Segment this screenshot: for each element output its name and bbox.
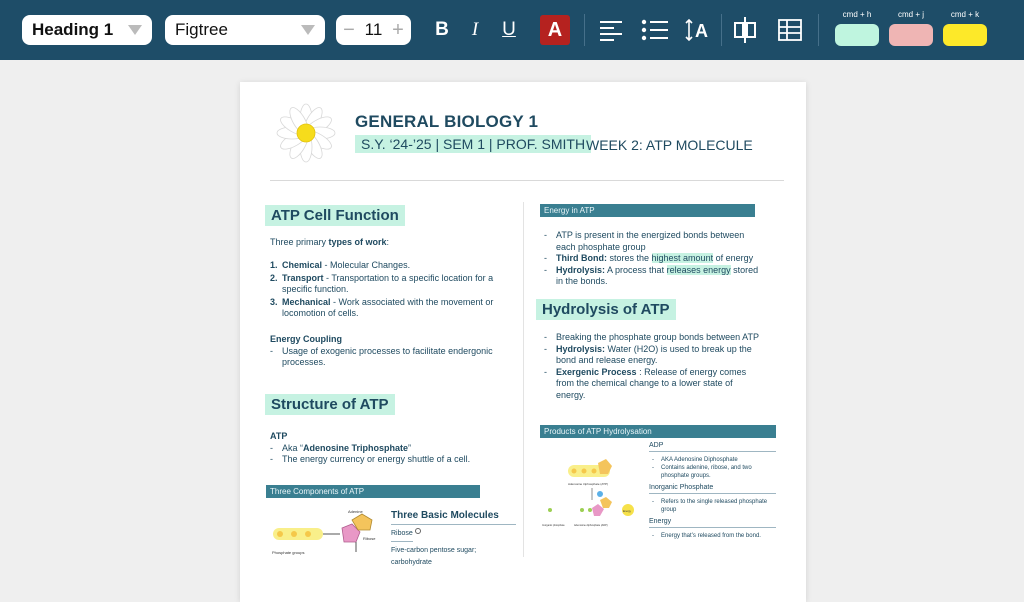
svg-text:A: A xyxy=(695,21,708,41)
highlight-mint-button[interactable] xyxy=(835,24,879,46)
list-item: - Contains adenine, ribose, and two phosphate groups. xyxy=(652,465,752,479)
highlight-yellow-button[interactable] xyxy=(943,24,987,46)
highlight-shortcut-label: cmd + j xyxy=(897,10,924,19)
list-item: - Breaking the phosphate group bonds between ATP xyxy=(544,332,759,342)
line-spacing-button[interactable] xyxy=(683,14,713,46)
hydrolysis-diagram xyxy=(542,454,642,534)
font-size-stepper xyxy=(336,15,411,45)
header-divider xyxy=(270,180,784,181)
adp-heading: ADP xyxy=(649,442,664,449)
chevron-down-icon xyxy=(128,25,142,35)
list-item: - Energy that’s released from the bond. xyxy=(652,533,761,539)
daisy-icon xyxy=(275,102,337,164)
toolbar-divider xyxy=(818,14,819,46)
comment-marker-icon xyxy=(415,528,421,534)
font-family-value: Figtree xyxy=(175,20,228,39)
table-icon xyxy=(778,19,802,41)
atp-definition-block xyxy=(270,431,510,466)
molecules-title: Three Basic Molecules xyxy=(391,510,499,521)
section-bar-energy-in-atp: Energy in ATP xyxy=(540,204,755,217)
list-item: - Hydrolysis: A process that releases energy stored in the bonds. xyxy=(544,264,759,286)
bullet-list-button[interactable] xyxy=(640,14,670,46)
align-left-button[interactable] xyxy=(597,14,625,46)
decrease-size-button[interactable]: − xyxy=(343,19,355,41)
columns-button[interactable] xyxy=(732,14,758,46)
ribose-heading: Ribose xyxy=(391,528,516,540)
column-divider xyxy=(523,202,524,557)
three-basic-molecules-block xyxy=(391,510,516,568)
hydrolysis-list xyxy=(544,332,759,401)
list-item: - Aka “Adenosine Triphosphate” xyxy=(270,442,412,453)
list-item: - Usage of exogenic processes to facilitate endergonic processes. xyxy=(270,345,493,367)
energy-heading: Energy xyxy=(649,518,672,525)
italic-button[interactable]: I xyxy=(471,19,479,40)
columns-icon xyxy=(733,16,757,44)
font-family-dropdown[interactable] xyxy=(165,15,325,45)
adp-items xyxy=(649,456,776,480)
align-left-icon xyxy=(599,19,623,41)
list-item: 3. Mechanical - Work associated with the movement or locomotion of cells. xyxy=(270,296,494,318)
week-heading: WEEK 2: ATP MOLECULE xyxy=(586,137,753,153)
section-bar-products: Products of ATP Hydrolysation xyxy=(540,425,776,438)
highlight-pink-button[interactable] xyxy=(889,24,933,46)
list-item: 2. Transport - Transportation to a specific location for a specific function. xyxy=(270,272,494,294)
inorganic-phosphate-diagram-label: Inorganic phosphate xyxy=(542,524,565,527)
document-page[interactable] xyxy=(240,82,806,602)
chevron-down-icon xyxy=(301,25,315,35)
underline-button[interactable]: U xyxy=(502,19,516,40)
list-item: - Exergenic Process : Release of energy comes from the chemical change to a lower state of energy. xyxy=(544,366,747,400)
line-spacing-icon xyxy=(684,17,712,43)
atp-label: ATP xyxy=(270,431,288,441)
adenine-label: Adenine xyxy=(348,510,363,514)
list-item: - Third Bond: stores the highest amount of energy xyxy=(544,253,754,263)
adp-diagram-label: Adenosine diphosphate (ADP) xyxy=(574,524,608,527)
toolbar-divider xyxy=(584,14,585,46)
document-title: GENERAL BIOLOGY 1 xyxy=(355,112,539,131)
energy-items xyxy=(649,532,776,540)
bold-button[interactable]: B xyxy=(435,19,449,40)
ribose-description: Five-carbon pentose sugar; carbohydrate xyxy=(391,547,477,566)
list-item: - AKA Adenosine Diphosphate xyxy=(652,457,738,463)
energy-in-atp-list xyxy=(544,230,759,288)
list-item: - Refers to the single released phosphate group xyxy=(652,499,768,513)
ribose-label: Ribose xyxy=(363,536,376,541)
list-item: - The energy currency or energy shuttle of a cell. xyxy=(270,454,471,464)
text-color-button[interactable]: A xyxy=(540,15,570,45)
atp-structure-diagram xyxy=(270,510,380,565)
atp-diagram-label: Adenosine triphosphate (ATP) xyxy=(568,482,608,486)
work-types-intro: Three primary types of work: xyxy=(270,237,390,247)
section-heading-hydrolysis-of-atp: Hydrolysis of ATP xyxy=(536,299,676,320)
list-item: - ATP is present in the energized bonds between each phosphate group xyxy=(544,230,745,252)
section-heading-atp-cell-function: ATP Cell Function xyxy=(265,205,405,226)
font-size-value[interactable]: 11 xyxy=(364,20,383,39)
phosphate-groups-label: Phosphate groups xyxy=(272,550,305,555)
bullet-list-icon xyxy=(641,18,669,42)
energy-coupling-title: Energy Coupling xyxy=(270,334,342,344)
highlight-shortcut-label: cmd + h xyxy=(842,10,872,19)
inorganic-phosphate-heading: Inorganic Phosphate xyxy=(649,484,714,491)
energy-coupling-block xyxy=(270,334,500,369)
work-types-list xyxy=(270,260,500,320)
section-bar-three-components: Three Components of ATP xyxy=(266,485,480,498)
list-item: 1. Chemical - Molecular Changes. xyxy=(270,260,411,270)
toolbar-divider xyxy=(721,14,722,46)
increase-size-button[interactable]: + xyxy=(392,19,404,41)
paragraph-style-value: Heading 1 xyxy=(32,20,114,39)
table-button[interactable] xyxy=(777,14,803,46)
document-subtitle: S.Y. ‘24-’25 | SEM 1 | PROF. SMITH xyxy=(355,135,591,153)
formatting-toolbar xyxy=(0,0,1024,60)
paragraph-style-dropdown[interactable] xyxy=(22,15,152,45)
list-item: - Hydrolysis: Water (H2O) is used to break up the bond and release energy. xyxy=(544,343,752,365)
products-list xyxy=(649,442,776,540)
energy-diagram-label: Energy xyxy=(623,510,631,513)
section-heading-structure-of-atp: Structure of ATP xyxy=(265,394,395,415)
phosphate-items xyxy=(649,498,776,514)
highlight-shortcut-label: cmd + k xyxy=(950,10,980,19)
